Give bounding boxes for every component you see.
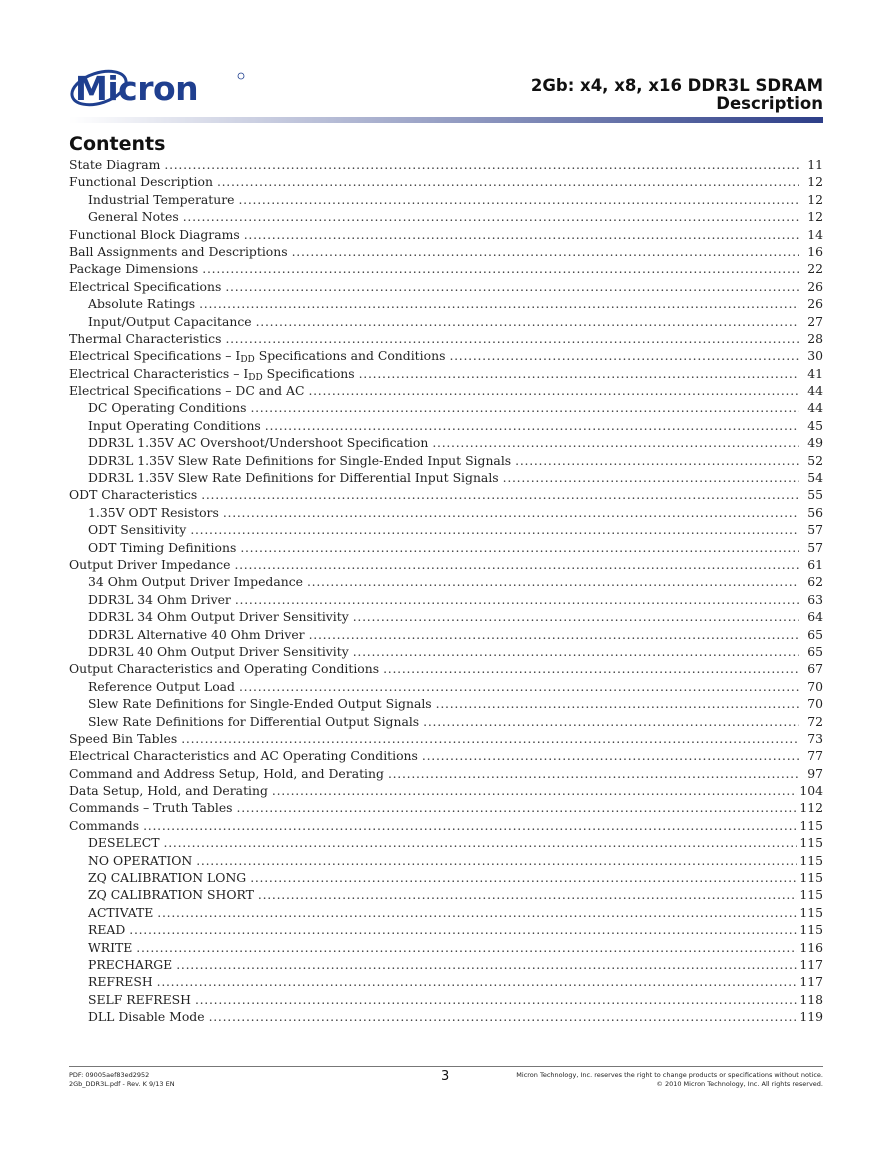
- toc-subentry[interactable]: [69, 504, 823, 521]
- toc-entry-title: Commands – Truth Tables: [69, 800, 233, 816]
- toc-page-number: 28: [807, 330, 823, 346]
- toc-entry[interactable]: [69, 799, 823, 816]
- toc-page-number: 119: [799, 1009, 823, 1025]
- footer-pdf-id: PDF: 09005aef83ed2952: [69, 1071, 150, 1079]
- dot-leader: [503, 469, 799, 486]
- dot-leader: [209, 1008, 798, 1025]
- dot-leader: [239, 678, 799, 695]
- toc-page-number: 115: [799, 817, 823, 833]
- toc-subentry[interactable]: [69, 452, 823, 469]
- toc-entry-title: General Notes: [88, 209, 179, 225]
- header-title-line1: 2Gb: x4, x8, x16 DDR3L SDRAM: [530, 76, 823, 95]
- dot-leader: [196, 852, 797, 869]
- toc-entry-title: Reference Output Load: [88, 678, 235, 694]
- toc-entry-title: Output Driver Impedance: [69, 556, 231, 572]
- toc-entry-title: ACTIVATE: [88, 904, 154, 920]
- page-number: 3: [441, 1069, 450, 1084]
- footer-left: [69, 1071, 175, 1089]
- dot-leader: [240, 539, 799, 556]
- dot-leader: [225, 278, 799, 295]
- toc-page-number: 26: [807, 278, 823, 294]
- toc-subentry[interactable]: [69, 695, 823, 712]
- toc-entry-title: Input/Output Capacitance: [88, 313, 252, 329]
- toc-title-part: Electrical Characteristics – I: [69, 365, 249, 381]
- toc-title-subscript: DD: [248, 372, 263, 383]
- toc-entry-title: SELF REFRESH: [88, 991, 191, 1007]
- toc-subentry[interactable]: [69, 469, 823, 486]
- toc-entry-title: ZQ CALIBRATION SHORT: [88, 887, 254, 903]
- toc-entry-title: DDR3L 1.35V AC Overshoot/Undershoot Specification: [88, 435, 429, 451]
- dot-leader: [244, 226, 799, 243]
- toc-page-number: 41: [807, 365, 823, 381]
- toc-page-number: 118: [799, 991, 823, 1007]
- toc-entry-title: Slew Rate Definitions for Differential Output Signals: [88, 713, 420, 729]
- toc-page-number: 112: [799, 800, 823, 816]
- toc-page-number: 30: [807, 348, 823, 364]
- toc-subentry[interactable]: [69, 626, 823, 643]
- toc-page-number: 56: [807, 504, 823, 520]
- dot-leader: [422, 747, 799, 764]
- dot-leader: [181, 730, 799, 747]
- dot-leader: [195, 991, 797, 1008]
- toc-entry-title: Electrical Characteristics and AC Operating Conditions: [69, 748, 418, 764]
- toc-page-number: 12: [807, 191, 823, 207]
- toc-subentry[interactable]: [69, 956, 823, 973]
- toc-page-number: 73: [807, 730, 823, 746]
- toc-entry-title: Input Operating Conditions: [88, 417, 261, 433]
- toc-page-number: 44: [807, 400, 823, 416]
- toc-subentry[interactable]: [69, 539, 823, 556]
- dot-leader: [250, 399, 799, 416]
- dot-leader: [199, 295, 799, 312]
- toc-subentry[interactable]: [69, 434, 823, 451]
- toc-subentry[interactable]: [69, 417, 823, 434]
- toc-entry[interactable]: [69, 260, 823, 277]
- dot-leader: [157, 973, 798, 990]
- toc-entry-title: 34 Ohm Output Driver Impedance: [88, 574, 303, 590]
- toc-page-number: 104: [799, 783, 823, 799]
- toc-subentry[interactable]: [69, 834, 823, 851]
- toc-subentry[interactable]: [69, 573, 823, 590]
- toc-page-number: 57: [807, 522, 823, 538]
- toc-entry-title: State Diagram: [69, 157, 161, 172]
- micron-logo: [69, 66, 247, 110]
- toc-subentry[interactable]: [69, 608, 823, 625]
- toc-entry-title: Absolute Ratings: [88, 296, 196, 312]
- toc-entry-title: ODT Characteristics: [69, 487, 198, 503]
- dot-leader: [272, 782, 797, 799]
- toc-entry-title: Ball Assignments and Descriptions: [69, 243, 288, 259]
- toc-entry-title: Data Setup, Hold, and Derating: [69, 783, 268, 799]
- dot-leader: [353, 608, 799, 625]
- dot-leader: [157, 904, 797, 921]
- toc-entry[interactable]: [69, 156, 823, 173]
- dot-leader: [309, 626, 799, 643]
- dot-leader: [164, 834, 798, 851]
- toc-page-number: 61: [807, 556, 823, 572]
- toc-entry[interactable]: [69, 556, 823, 573]
- toc-entry-title: Functional Description: [69, 174, 213, 190]
- toc-subentry[interactable]: [69, 852, 823, 869]
- toc-page-number: 57: [807, 539, 823, 555]
- dot-leader: [202, 260, 799, 277]
- toc-entry-title: ZQ CALIBRATION LONG: [88, 870, 247, 886]
- toc-entry[interactable]: [69, 365, 823, 382]
- toc-subentry[interactable]: [69, 191, 823, 208]
- dot-leader: [436, 695, 799, 712]
- toc-entry[interactable]: [69, 347, 823, 364]
- dot-leader: [250, 869, 797, 886]
- toc-page-number: 27: [807, 313, 823, 329]
- toc-page-number: 115: [799, 835, 823, 851]
- toc-entry-title: Electrical Specifications – DC and AC: [69, 383, 305, 399]
- dot-leader: [235, 591, 799, 608]
- dot-leader: [256, 313, 799, 330]
- toc-entry-title: DDR3L 40 Ohm Output Driver Sensitivity: [88, 643, 349, 659]
- footer-right: [516, 1071, 823, 1089]
- dot-leader: [432, 434, 799, 451]
- dot-leader: [129, 921, 797, 938]
- toc-subentry[interactable]: [69, 886, 823, 903]
- toc-entry-title: DDR3L 1.35V Slew Rate Definitions for Single-Ended Input Signals: [88, 452, 512, 468]
- toc-entry[interactable]: [69, 173, 823, 190]
- toc-subentry[interactable]: [69, 295, 823, 312]
- toc-entry-title: DDR3L 34 Ohm Driver: [88, 591, 231, 607]
- toc-entry-title: ODT Sensitivity: [88, 522, 187, 538]
- toc-page-number: 44: [807, 383, 823, 399]
- dot-leader: [353, 643, 799, 660]
- toc-entry-title: DDR3L 1.35V Slew Rate Definitions for Differential Input Signals: [88, 470, 499, 486]
- toc-page-number: 12: [807, 209, 823, 225]
- header-rule: [69, 117, 823, 123]
- toc-page-number: 65: [807, 643, 823, 659]
- toc-page-number: 115: [799, 922, 823, 938]
- dot-leader: [201, 486, 799, 503]
- toc-entry[interactable]: [69, 278, 823, 295]
- toc-page-number: 49: [807, 435, 823, 451]
- toc-entry[interactable]: [69, 330, 823, 347]
- footer-rights-line1: Micron Technology, Inc. reserves the right to change products or specifications without notice.: [516, 1071, 823, 1079]
- toc-page-number: 63: [807, 591, 823, 607]
- dot-leader: [136, 939, 797, 956]
- toc-subentry[interactable]: [69, 591, 823, 608]
- toc-page-number: 115: [799, 870, 823, 886]
- toc-subentry[interactable]: [69, 399, 823, 416]
- toc-entry[interactable]: [69, 486, 823, 503]
- toc-page-number: 115: [799, 852, 823, 868]
- toc-subentry[interactable]: [69, 643, 823, 660]
- dot-leader: [237, 799, 798, 816]
- toc-entry-title: Industrial Temperature: [88, 191, 235, 207]
- toc-entry-title: Speed Bin Tables: [69, 730, 178, 746]
- toc-page-number: 62: [807, 574, 823, 590]
- dot-leader: [265, 417, 799, 434]
- toc-subentry[interactable]: [69, 713, 823, 730]
- dot-leader: [383, 660, 799, 677]
- toc-subentry[interactable]: [69, 921, 823, 938]
- dot-leader: [225, 330, 799, 347]
- toc-entry-title: Functional Block Diagrams: [69, 226, 240, 242]
- dot-leader: [143, 817, 797, 834]
- toc-subentry[interactable]: [69, 973, 823, 990]
- header-title-line2: Description: [716, 94, 823, 113]
- dot-leader: [258, 886, 797, 903]
- toc-entry[interactable]: [69, 817, 823, 834]
- toc-entry-title: READ: [88, 922, 126, 938]
- toc-subentry[interactable]: [69, 869, 823, 886]
- dot-leader: [449, 347, 799, 364]
- toc-page-number: 67: [807, 661, 823, 677]
- toc-entry[interactable]: [69, 660, 823, 677]
- footer-rule: [69, 1066, 823, 1067]
- dot-leader: [164, 156, 799, 173]
- toc-title-part: Specifications and Conditions: [254, 348, 446, 364]
- toc-entry-title: Commands: [69, 817, 140, 833]
- toc-page-number: 97: [807, 765, 823, 781]
- toc-entry[interactable]: [69, 730, 823, 747]
- toc-page-number: 26: [807, 296, 823, 312]
- toc-subentry[interactable]: [69, 991, 823, 1008]
- dot-leader: [223, 504, 799, 521]
- toc-page-number: 12: [807, 174, 823, 190]
- toc-entry[interactable]: [69, 243, 823, 260]
- toc-subentry[interactable]: [69, 678, 823, 695]
- toc-page-number: 117: [799, 974, 823, 990]
- logo-wordmark: Micron: [75, 69, 199, 108]
- toc-entry[interactable]: [69, 382, 823, 399]
- toc-page-number: 64: [807, 609, 823, 625]
- toc-page-number: 77: [807, 748, 823, 764]
- toc-title-part: Electrical Specifications – I: [69, 348, 241, 364]
- toc-subentry[interactable]: [69, 1008, 823, 1025]
- dot-leader: [292, 243, 799, 260]
- toc-entry-title: PRECHARGE: [88, 956, 173, 972]
- toc-entry-title: NO OPERATION: [88, 852, 193, 868]
- footer-rights-line2: © 2010 Micron Technology, Inc. All rights reserved.: [656, 1080, 823, 1088]
- toc-page-number: 45: [807, 417, 823, 433]
- toc-entry-title: ODT Timing Definitions: [88, 539, 237, 555]
- toc-page-number: 22: [807, 261, 823, 277]
- dot-leader: [217, 173, 799, 190]
- toc-entry-title: REFRESH: [88, 974, 153, 990]
- toc-page-number: 70: [807, 696, 823, 712]
- toc-title-part: Specifications: [262, 365, 355, 381]
- toc-page-number: 117: [799, 956, 823, 972]
- toc-page-number: 115: [799, 904, 823, 920]
- dot-leader: [359, 365, 799, 382]
- toc-entry-title: Command and Address Setup, Hold, and Derating: [69, 765, 384, 781]
- toc-page-number: 14: [807, 226, 823, 242]
- toc-entry[interactable]: [69, 782, 823, 799]
- table-of-contents: [69, 156, 823, 1026]
- toc-entry-title: DDR3L 34 Ohm Output Driver Sensitivity: [88, 609, 349, 625]
- toc-page-number: 11: [807, 157, 823, 172]
- toc-page-number: 52: [807, 452, 823, 468]
- dot-leader: [423, 713, 799, 730]
- toc-page-number: 54: [807, 470, 823, 486]
- toc-subentry[interactable]: [69, 939, 823, 956]
- contents-heading: Contents: [69, 133, 166, 155]
- dot-leader: [234, 556, 799, 573]
- toc-subentry[interactable]: [69, 313, 823, 330]
- toc-entry-title: Electrical Specifications: [69, 278, 222, 294]
- toc-entry[interactable]: [69, 747, 823, 764]
- dot-leader: [308, 382, 799, 399]
- dot-leader: [307, 573, 799, 590]
- toc-page-number: 115: [799, 887, 823, 903]
- toc-entry-title: Output Characteristics and Operating Conditions: [69, 661, 380, 677]
- toc-entry-title: DDR3L Alternative 40 Ohm Driver: [88, 626, 305, 642]
- toc-entry-title: 1.35V ODT Resistors: [88, 504, 219, 520]
- toc-page-number: 55: [807, 487, 823, 503]
- toc-entry-title: DESELECT: [88, 835, 160, 851]
- toc-subentry[interactable]: [69, 521, 823, 538]
- toc-entry[interactable]: [69, 226, 823, 243]
- toc-entry-title: DC Operating Conditions: [88, 400, 247, 416]
- toc-entry-title: Package Dimensions: [69, 261, 199, 277]
- footer-doc-ref: 2Gb_DDR3L.pdf - Rev. K 9/13 EN: [69, 1080, 175, 1088]
- toc-subentry[interactable]: [69, 904, 823, 921]
- document-header-title: [531, 77, 823, 113]
- toc-title-subscript: DD: [240, 355, 255, 366]
- toc-entry[interactable]: [69, 765, 823, 782]
- toc-subentry[interactable]: [69, 208, 823, 225]
- dot-leader: [515, 452, 799, 469]
- dot-leader: [238, 191, 799, 208]
- toc-page-number: 65: [807, 626, 823, 642]
- dot-leader: [176, 956, 797, 973]
- toc-entry-title: WRITE: [88, 939, 133, 955]
- toc-page-number: 16: [807, 243, 823, 259]
- toc-entry-title: DLL Disable Mode: [88, 1009, 205, 1025]
- dot-leader: [388, 765, 799, 782]
- toc-entry-title: Slew Rate Definitions for Single-Ended Output Signals: [88, 696, 432, 712]
- toc-page-number: 116: [799, 939, 823, 955]
- dot-leader: [183, 208, 799, 225]
- toc-entry-title: Thermal Characteristics: [69, 330, 222, 346]
- toc-page-number: 70: [807, 678, 823, 694]
- toc-page-number: 72: [807, 713, 823, 729]
- dot-leader: [190, 521, 799, 538]
